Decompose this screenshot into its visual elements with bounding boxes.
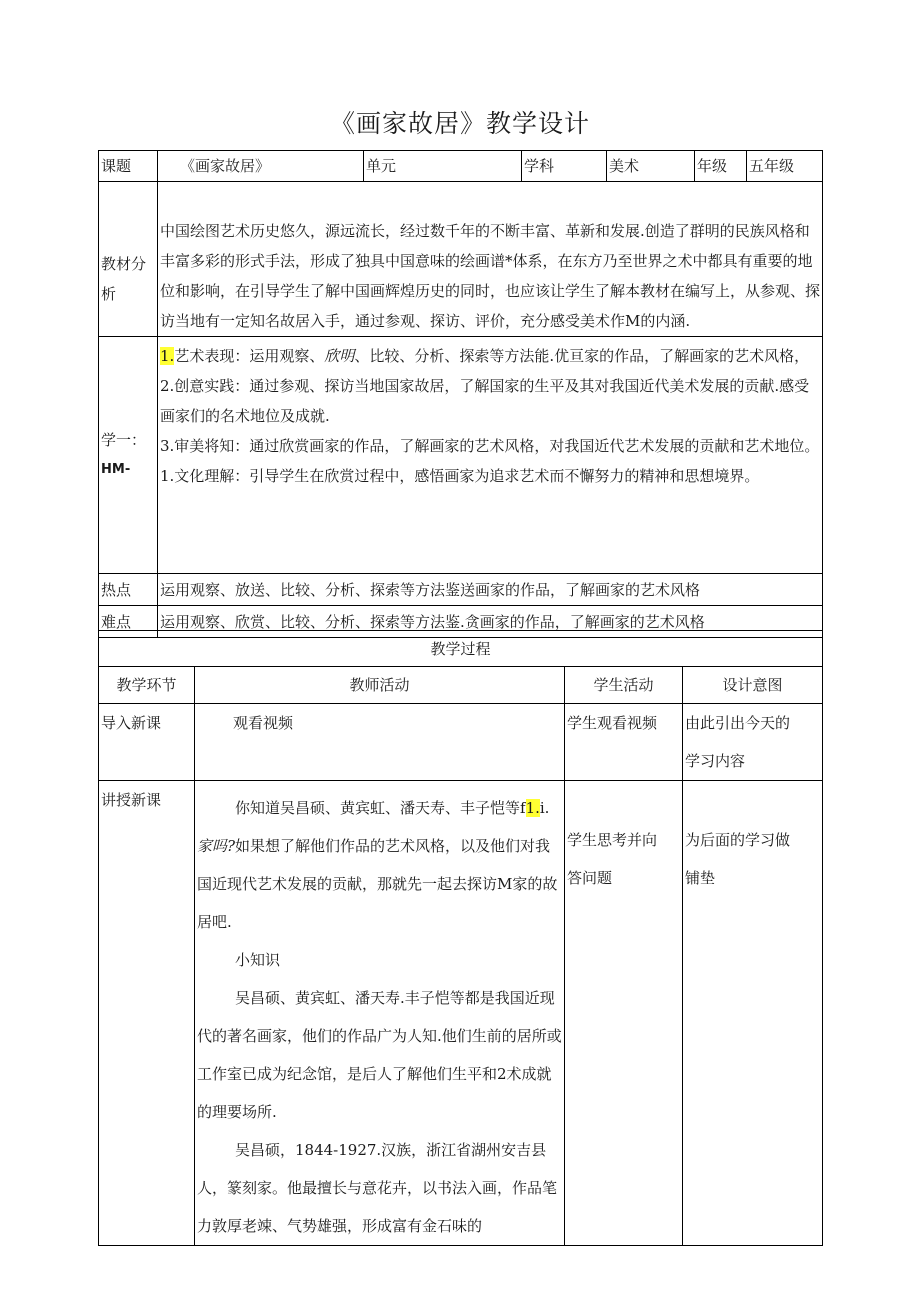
row-course [99, 151, 823, 182]
label-goals [99, 337, 158, 574]
row-process-headers [99, 667, 823, 704]
header-student: 学生活动 [565, 667, 683, 704]
intro-stage: 导入新课 [99, 704, 195, 781]
process-title: 教学过程 [99, 631, 823, 667]
goal-1-italic: 欣明 [324, 347, 355, 365]
lecture-student-line1: 学生思考并向 [567, 831, 658, 849]
tip-title: 小知识 [235, 951, 281, 969]
p1-part-b: i. [539, 799, 550, 817]
row-lecture [99, 781, 823, 1246]
hard-text: 运用观察、欣赏、比较、分析、探索等方法鉴.贪画家的作品，了解画家的艺术风格 [158, 606, 823, 638]
lecture-intent-line2: 铺垫 [685, 869, 716, 887]
value-course: 《画家故居》 [158, 151, 364, 182]
label-material: 教材分析 [99, 182, 158, 337]
intro-intent-line2: 学习内容 [685, 752, 746, 770]
lecture-intent [683, 781, 823, 1246]
info-table [98, 150, 823, 638]
hot-text: 运用观察、放送、比较、分析、探索等方法鉴送画家的作品，了解画家的艺术风格 [158, 574, 823, 606]
label-goals-line1: 学一： [101, 431, 147, 449]
document-title: 《画家故居》教学设计 [329, 109, 590, 138]
lecture-teacher [195, 781, 565, 1246]
intro-teacher: 观看视频 [195, 704, 565, 781]
p1-highlight: 1. [525, 799, 540, 817]
lecture-intent-line1: 为后面的学习做 [685, 831, 791, 849]
p1-part-a: 你知道吴昌硕、黄宾虹、潘天寿、丰子恺等f [235, 799, 526, 817]
label-course: 课题 [99, 151, 158, 182]
lecture-stage: 讲授新课 [99, 781, 195, 1246]
intro-intent-line1: 由此引出今天的 [685, 714, 791, 732]
p1-part-c: 如果想了解他们作品的艺术风格，以及他们对我国近现代艺术发展的贡献，那就先一起去探访M家的故居吧. [197, 837, 558, 931]
goal-3: 3.审美将知：通过欣赏画家的作品，了解画家的艺术风格，对我国近代艺术发展的贡献和艺术地位。 [160, 437, 820, 455]
goals-cell [158, 337, 823, 574]
lecture-student [565, 781, 683, 1246]
p1-italic: 家吗? [197, 837, 236, 855]
process-table [98, 630, 823, 1246]
material-text: 中国绘图艺术历史悠久，源远流长，经过数千年的不断丰富、革新和发展.创造了群明的民族风格和丰富多彩的形式手法，形成了独具中国意味的绘画谱*体系，在东方乃至世界之术中都具有重要的地位和影响，在引导学生了解中国画辉煌历史的同时，也应该让学生了解本教材在编写上，从参观、探访当地有一定知名故居入手，通过参观、探访、评价，充分感受美术作M的内涵. [158, 182, 823, 337]
label-unit: 单元 [364, 151, 522, 182]
label-hot: 热点 [99, 574, 158, 606]
label-hard: 难点 [99, 606, 158, 638]
header-stage: 教学环节 [99, 667, 195, 704]
row-goals [99, 337, 823, 574]
goal-2: 2.创意实践：通过参观、探访当地国家故居，了解国家的生平及其对我国近代美术发展的贡献.感受画家们的名术地位及成就. [160, 377, 810, 425]
lecture-paragraph-3: 吴昌硕，1844-1927.汉族，浙江省湖州安吉县人，篆刻家。他最擅长与意花卉，以书法入画，作品笔力敦厚老竦、气势雄强，形成富有金石味的 [197, 1141, 558, 1235]
goal-1-text: 艺术表现：运用观察、 [174, 347, 325, 365]
lecture-student-line2: 答问题 [567, 869, 613, 887]
row-process-title [99, 631, 823, 667]
header-teacher: 教师活动 [195, 667, 565, 704]
goal-4: 1.文化理解：引导学生在欣赏过程中，感悟画家为追求艺术而不懈努力的精神和思想境界。 [160, 467, 760, 485]
row-material [99, 182, 823, 337]
lecture-paragraph-1 [197, 789, 562, 941]
intro-intent [683, 704, 823, 781]
goal-1 [160, 341, 820, 371]
value-grade: 五年级 [747, 151, 823, 182]
row-intro [99, 704, 823, 781]
goal-1-number: 1. [160, 347, 175, 365]
goal-1-rest: 、比较、分析、探索等方法能.优亘家的作品，了解画家的艺术风格， [354, 347, 810, 365]
label-grade: 年级 [695, 151, 747, 182]
value-subject: 美术 [607, 151, 695, 182]
label-goals-line2: HM- [101, 462, 131, 477]
row-hot [99, 574, 823, 606]
lecture-paragraph-2: 吴昌硕、黄宾虹、潘天寿.丰子恺等都是我国近现代的著名画家，他们的作品广为人知.他们生前的居所或工作室已成为纪念馆，是后人了解他们生平和2术成就的理要场所. [197, 989, 562, 1121]
label-subject: 学科 [522, 151, 607, 182]
intro-student: 学生观看视频 [565, 704, 683, 781]
header-intent: 设计意图 [683, 667, 823, 704]
